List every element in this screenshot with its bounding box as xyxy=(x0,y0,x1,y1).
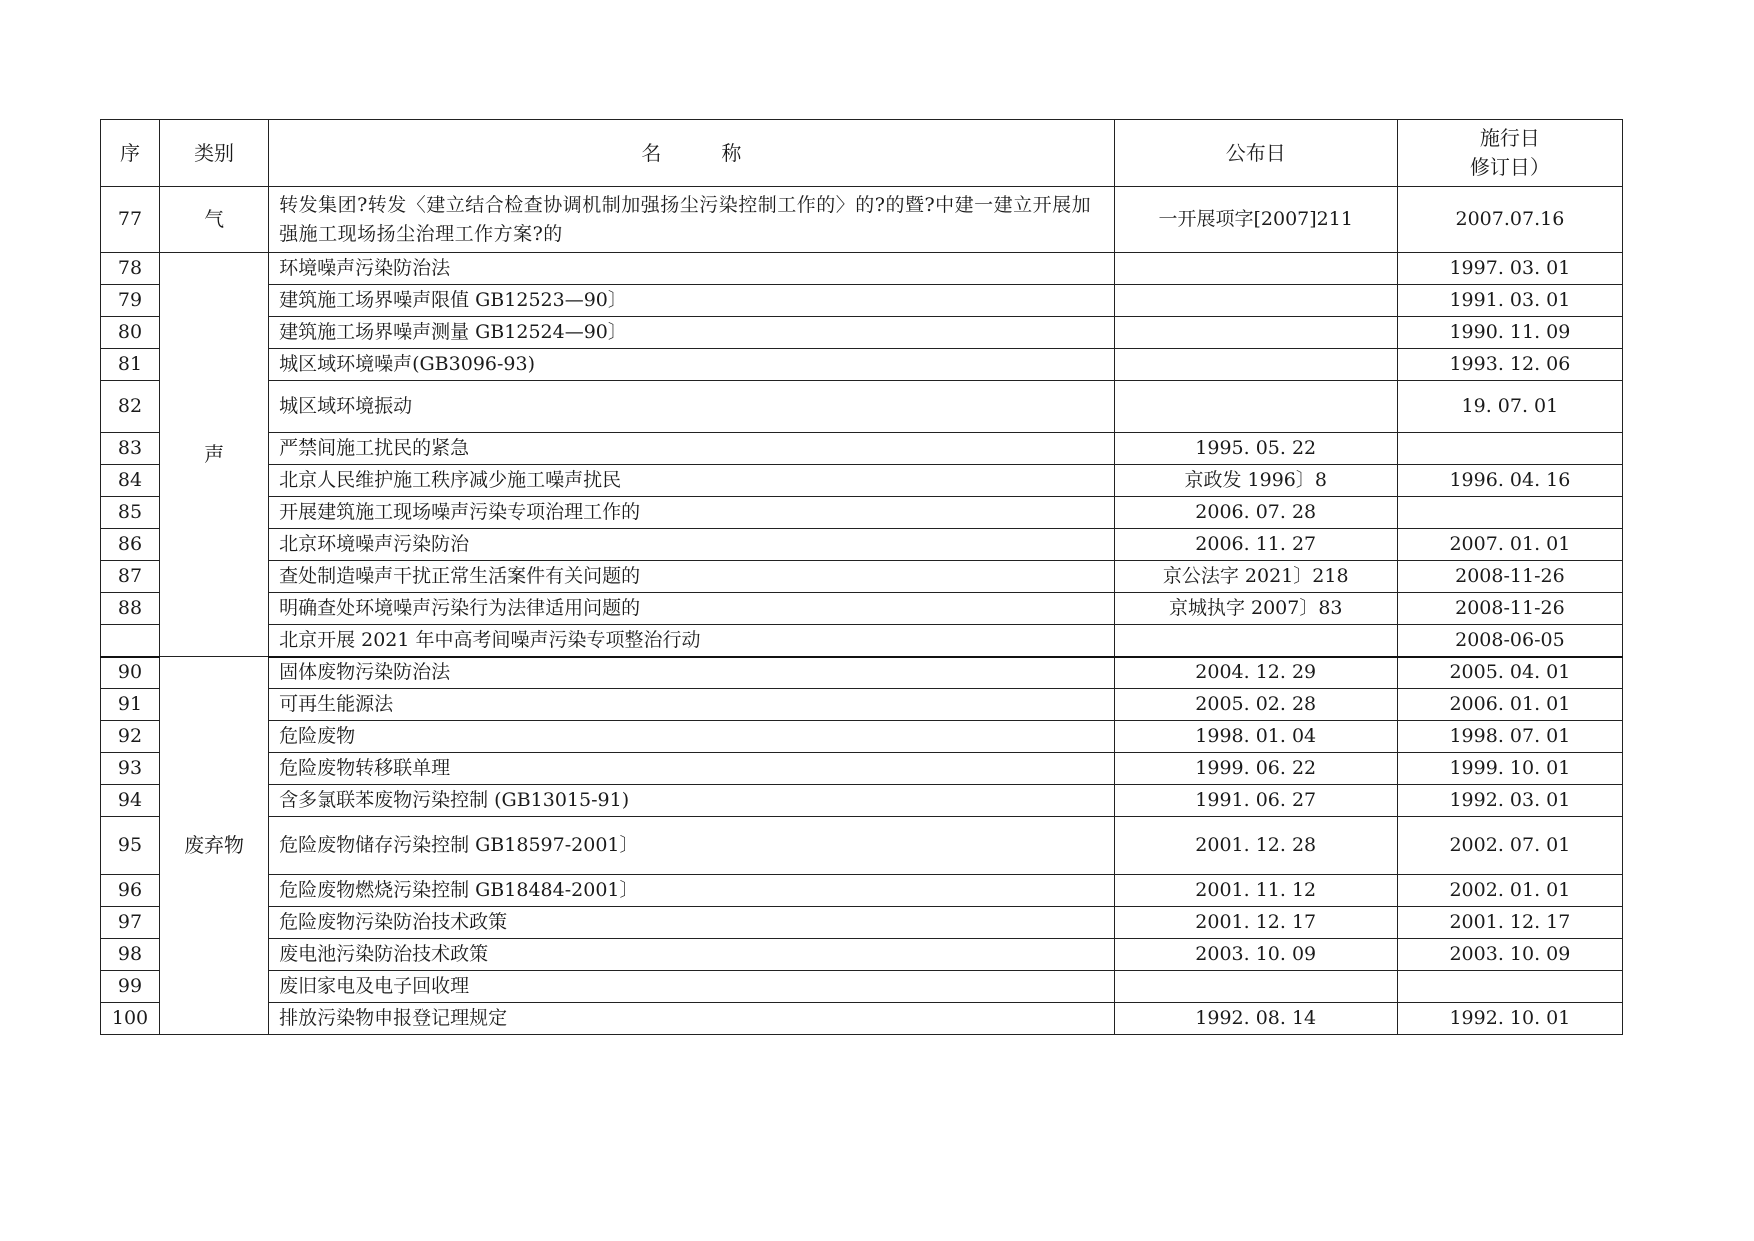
row-name: 北京人民维护施工秩序减少施工噪声扰民 xyxy=(269,465,1115,497)
row-effective: 1992. 10. 01 xyxy=(1397,1003,1622,1035)
row-effective: 2007.07.16 xyxy=(1397,187,1622,253)
table-row xyxy=(101,381,1623,433)
header-effective xyxy=(1397,120,1622,187)
row-no: 87 xyxy=(101,561,160,593)
row-effective: 1996. 04. 16 xyxy=(1397,465,1622,497)
table-row xyxy=(101,253,1623,285)
table-row xyxy=(101,657,1623,689)
table-row xyxy=(101,349,1623,381)
row-published: 2003. 10. 09 xyxy=(1114,939,1397,971)
regulations-table xyxy=(100,119,1623,1035)
row-name: 北京环境噪声污染防治 xyxy=(269,529,1115,561)
row-no: 88 xyxy=(101,593,160,625)
table-row xyxy=(101,433,1623,465)
table-row xyxy=(101,465,1623,497)
row-published: 2006. 11. 27 xyxy=(1114,529,1397,561)
row-published xyxy=(1114,971,1397,1003)
table-row xyxy=(101,593,1623,625)
row-name: 北京开展 2021 年中高考间噪声污染专项整治行动 xyxy=(269,625,1115,657)
row-published: 1999. 06. 22 xyxy=(1114,753,1397,785)
row-published xyxy=(1114,285,1397,317)
row-no: 91 xyxy=(101,689,160,721)
table-row xyxy=(101,689,1623,721)
row-name: 城区域环境噪声(GB3096-93) xyxy=(269,349,1115,381)
row-name: 严禁间施工扰民的紧急 xyxy=(269,433,1115,465)
row-effective: 19. 07. 01 xyxy=(1397,381,1622,433)
row-effective: 2008-06-05 xyxy=(1397,625,1622,657)
header-name-char-1: 名 xyxy=(641,140,662,165)
header-effective-line1: 施行日 xyxy=(1479,126,1540,150)
row-published: 1992. 08. 14 xyxy=(1114,1003,1397,1035)
row-effective: 1999. 10. 01 xyxy=(1397,753,1622,785)
row-no: 92 xyxy=(101,721,160,753)
row-no: 86 xyxy=(101,529,160,561)
row-name: 危险废物燃烧污染控制 GB18484-2001〕 xyxy=(269,875,1115,907)
row-name: 开展建筑施工现场噪声污染专项治理工作的 xyxy=(269,497,1115,529)
row-name: 危险废物污染防治技术政策 xyxy=(269,907,1115,939)
row-name: 危险废物转移联单理 xyxy=(269,753,1115,785)
row-effective: 2008-11-26 xyxy=(1397,593,1622,625)
row-published: 1995. 05. 22 xyxy=(1114,433,1397,465)
table-row xyxy=(101,497,1623,529)
row-no xyxy=(101,625,160,657)
row-effective xyxy=(1397,433,1622,465)
row-name: 转发集团?转发〈建立结合检查协调机制加强扬尘污染控制工作的〉的?的暨?中建一建立开展加强施工现场扬尘治理工作方案?的 xyxy=(269,187,1115,253)
header-name-char-2: 称 xyxy=(721,140,742,165)
table-row xyxy=(101,785,1623,817)
row-effective: 2001. 12. 17 xyxy=(1397,907,1622,939)
row-name: 建筑施工场界噪声限值 GB12523—90〕 xyxy=(269,285,1115,317)
header-name xyxy=(269,120,1115,187)
row-name: 明确查处环境噪声污染行为法律适用问题的 xyxy=(269,593,1115,625)
row-effective: 1993. 12. 06 xyxy=(1397,349,1622,381)
row-effective: 1992. 03. 01 xyxy=(1397,785,1622,817)
header-effective-line2: 修订日） xyxy=(1469,155,1550,179)
row-published: 1998. 01. 04 xyxy=(1114,721,1397,753)
row-published xyxy=(1114,253,1397,285)
table-row xyxy=(101,625,1623,657)
row-no: 97 xyxy=(101,907,160,939)
row-no: 93 xyxy=(101,753,160,785)
table-row xyxy=(101,753,1623,785)
row-published: 2004. 12. 29 xyxy=(1114,657,1397,689)
row-no: 83 xyxy=(101,433,160,465)
row-name: 危险废物储存污染控制 GB18597-2001〕 xyxy=(269,817,1115,875)
row-no: 99 xyxy=(101,971,160,1003)
row-name: 固体废物污染防治法 xyxy=(269,657,1115,689)
row-name: 废旧家电及电子回收理 xyxy=(269,971,1115,1003)
row-no: 84 xyxy=(101,465,160,497)
table-row xyxy=(101,187,1623,253)
row-effective: 2008-11-26 xyxy=(1397,561,1622,593)
row-name: 查处制造噪声干扰正常生活案件有关问题的 xyxy=(269,561,1115,593)
row-published: 京政发 1996〕8 xyxy=(1114,465,1397,497)
row-name: 排放污染物申报登记理规定 xyxy=(269,1003,1115,1035)
category-air: 气 xyxy=(160,187,269,253)
row-effective: 1998. 07. 01 xyxy=(1397,721,1622,753)
header-published: 公布日 xyxy=(1114,120,1397,187)
category-noise: 声 xyxy=(160,253,269,657)
table-row xyxy=(101,285,1623,317)
table-row xyxy=(101,1003,1623,1035)
row-effective xyxy=(1397,971,1622,1003)
row-no: 82 xyxy=(101,381,160,433)
row-published xyxy=(1114,349,1397,381)
row-effective: 2003. 10. 09 xyxy=(1397,939,1622,971)
table-row xyxy=(101,939,1623,971)
row-published: 京城执字 2007〕83 xyxy=(1114,593,1397,625)
row-effective xyxy=(1397,497,1622,529)
table-row xyxy=(101,561,1623,593)
row-name: 城区域环境振动 xyxy=(269,381,1115,433)
row-published: 2006. 07. 28 xyxy=(1114,497,1397,529)
row-no: 96 xyxy=(101,875,160,907)
row-no: 94 xyxy=(101,785,160,817)
table-row xyxy=(101,875,1623,907)
row-published: 2001. 12. 17 xyxy=(1114,907,1397,939)
table-row xyxy=(101,817,1623,875)
row-no: 81 xyxy=(101,349,160,381)
row-effective: 2002. 01. 01 xyxy=(1397,875,1622,907)
header-no: 序 xyxy=(101,120,160,187)
table-header-row xyxy=(101,120,1623,187)
row-no: 85 xyxy=(101,497,160,529)
row-name: 可再生能源法 xyxy=(269,689,1115,721)
row-published: 一开展项字[2007]211 xyxy=(1114,187,1397,253)
row-effective: 1991. 03. 01 xyxy=(1397,285,1622,317)
row-effective: 1990. 11. 09 xyxy=(1397,317,1622,349)
row-effective: 2006. 01. 01 xyxy=(1397,689,1622,721)
row-published: 2005. 02. 28 xyxy=(1114,689,1397,721)
row-name: 建筑施工场界噪声测量 GB12524—90〕 xyxy=(269,317,1115,349)
row-effective: 1997. 03. 01 xyxy=(1397,253,1622,285)
row-no: 100 xyxy=(101,1003,160,1035)
row-published: 京公法字 2021〕218 xyxy=(1114,561,1397,593)
row-no: 90 xyxy=(101,657,160,689)
table-row xyxy=(101,529,1623,561)
row-published xyxy=(1114,317,1397,349)
table-row xyxy=(101,907,1623,939)
row-no: 78 xyxy=(101,253,160,285)
row-published: 1991. 06. 27 xyxy=(1114,785,1397,817)
category-waste: 废弃物 xyxy=(160,657,269,1035)
row-published xyxy=(1114,625,1397,657)
row-name: 废电池污染防治技术政策 xyxy=(269,939,1115,971)
row-published xyxy=(1114,381,1397,433)
row-no: 95 xyxy=(101,817,160,875)
row-effective: 2002. 07. 01 xyxy=(1397,817,1622,875)
row-no: 80 xyxy=(101,317,160,349)
row-name: 危险废物 xyxy=(269,721,1115,753)
table-row xyxy=(101,971,1623,1003)
header-category: 类别 xyxy=(160,120,269,187)
row-effective: 2007. 01. 01 xyxy=(1397,529,1622,561)
row-published: 2001. 11. 12 xyxy=(1114,875,1397,907)
table-row xyxy=(101,721,1623,753)
row-name: 含多氯联苯废物污染控制 (GB13015-91) xyxy=(269,785,1115,817)
row-no: 98 xyxy=(101,939,160,971)
row-published: 2001. 12. 28 xyxy=(1114,817,1397,875)
table-row xyxy=(101,317,1623,349)
row-effective: 2005. 04. 01 xyxy=(1397,657,1622,689)
row-name: 环境噪声污染防治法 xyxy=(269,253,1115,285)
row-no: 79 xyxy=(101,285,160,317)
row-no: 77 xyxy=(101,187,160,253)
